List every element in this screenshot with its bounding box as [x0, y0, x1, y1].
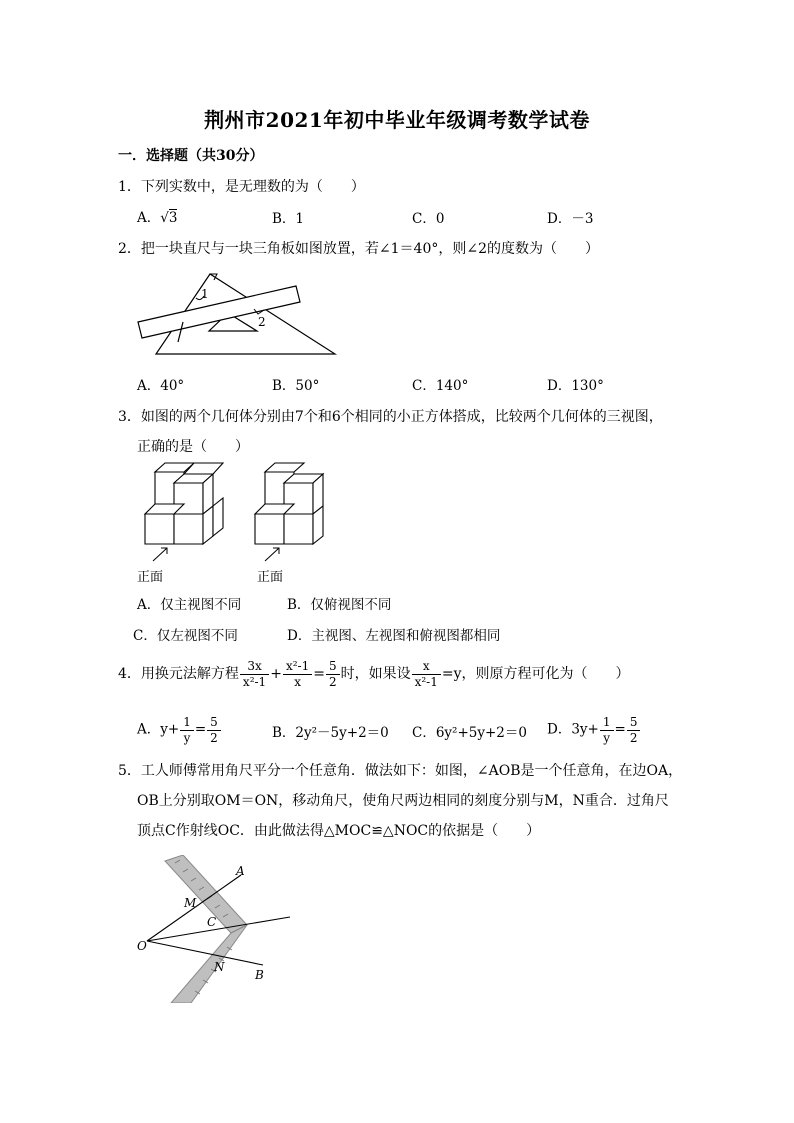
q4-plus: + — [270, 666, 282, 683]
q1-option-c: C．0 — [412, 211, 445, 227]
q1-radicand: 3 — [168, 210, 178, 226]
q4-fraction-1 — [240, 660, 269, 688]
q4-stem — [118, 660, 630, 688]
q1-option-d: D．－3 — [547, 211, 594, 227]
section-heading: 一．选择题（共30分） — [118, 148, 264, 164]
q1-stem: 1．下列实数中，是无理数的为（ ） — [118, 179, 365, 195]
q4-d-frac-1 — [600, 716, 614, 744]
q4-option-b: B．2y²－5y+2＝0 — [272, 725, 389, 741]
q4-a-f2-num: 5 — [207, 716, 221, 731]
q4-option-d — [547, 716, 641, 744]
q1-option-a-label: A． — [137, 210, 161, 226]
sqrt-symbol: √ — [160, 210, 169, 226]
page-title: 荆州市2021年初中毕业年级调考数学试卷 — [204, 108, 590, 132]
q4-a-eq: = — [194, 721, 207, 738]
ruler-triangle-figure — [130, 268, 345, 360]
front-arrow-right — [265, 548, 279, 561]
q4-fraction-3 — [326, 660, 340, 688]
q3-stem-line2: 正确的是（ ） — [137, 439, 249, 455]
q4-f3-den: 2 — [328, 674, 337, 689]
q3-stem-line1: 3．如图的两个几何体分别由7个和6个相同的小正方体搭成，比较两个几何体的三视图， — [118, 409, 663, 425]
q4-mid: 时，如果设 — [340, 666, 411, 683]
q4-a-f1-num: 1 — [180, 716, 194, 731]
q3-option-c: C．仅左视图不同 — [133, 628, 238, 644]
q4-f4-den: x²-1 — [414, 674, 438, 689]
q1-option-a — [137, 206, 177, 226]
q3-option-a: A．仅主视图不同 — [137, 597, 242, 613]
label-C: C — [207, 915, 217, 929]
ruler-lower-arm — [171, 925, 247, 1003]
q4-fraction-4 — [412, 660, 441, 688]
angle-ruler-figure — [135, 855, 295, 1003]
solid-left — [145, 463, 223, 544]
ray-OC — [147, 917, 290, 941]
q2-stem: 2．把一块直尺与一块三角板如图放置，若∠1＝40°，则∠2的度数为（ ） — [118, 241, 599, 257]
q4-f2-num: x²-1 — [283, 660, 312, 675]
q2-option-b: B．50° — [272, 378, 320, 394]
label-N: N — [214, 960, 225, 974]
q4-a-start: A．y+ — [137, 721, 180, 738]
q1-option-b: B．1 — [272, 211, 305, 227]
q4-a-f1-den: y — [183, 730, 191, 745]
q3-option-d: D．主视图、左视图和俯视图都相同 — [287, 628, 501, 644]
label-O: O — [137, 939, 147, 953]
q4-f2-den: x — [294, 674, 301, 689]
q4-f1-den: x²-1 — [242, 674, 267, 689]
q4-eq: = — [313, 666, 325, 683]
ray-OB — [147, 941, 263, 965]
q4-d-f2-num: 5 — [627, 716, 641, 731]
q4-option-c: C．6y²+5y+2＝0 — [412, 725, 527, 741]
q4-end: =y，则原方程可化为（ ） — [441, 666, 630, 683]
q4-d-start: D．3y+ — [547, 721, 599, 738]
q5-line3: 顶点C作射线OC．由此做法得△MOC≌△NOC的依据是（ ） — [137, 823, 541, 839]
cube-solids-figure — [135, 458, 335, 583]
q4-d-frac-2 — [627, 716, 641, 744]
q3-option-b: B．仅俯视图不同 — [287, 597, 392, 613]
angle-label-1: 1 — [201, 287, 209, 301]
q2-option-a: A．40° — [137, 378, 185, 394]
ruler-outline — [138, 286, 300, 338]
q4-a-f2-den: 2 — [210, 730, 218, 745]
q4-d-f2-den: 2 — [629, 730, 638, 745]
ruler-upper-arm — [165, 855, 247, 933]
front-label-left: 正面 — [137, 570, 164, 585]
q4-f4-num: x — [412, 660, 441, 675]
label-A: A — [236, 864, 245, 878]
q2-option-c: C．140° — [412, 378, 469, 394]
q4-a-frac-2 — [207, 716, 221, 744]
front-arrow-left — [153, 548, 167, 561]
front-label-right: 正面 — [257, 570, 284, 585]
angle-label-2: 2 — [258, 315, 266, 329]
solid-right — [255, 463, 323, 544]
q4-f1-num: 3x — [240, 660, 269, 675]
q4-option-a — [137, 716, 222, 744]
q5-line2: OB上分别取OM＝ON，移动角尺，使角尺两边相同的刻度分别与M，N重合．过角尺 — [137, 793, 669, 809]
q4-f3-num: 5 — [326, 660, 340, 675]
q4-stem-start: 4．用换元法解方程 — [118, 666, 239, 683]
q2-option-d: D．130° — [547, 378, 604, 394]
q5-line1: 5．工人师傅常用角尺平分一个任意角．做法如下：如图，∠AOB是一个任意角，在边OA， — [118, 763, 683, 779]
q4-d-f1-den: y — [603, 730, 611, 745]
q4-a-frac-1 — [180, 716, 194, 744]
q4-d-eq: = — [614, 721, 626, 738]
q4-d-f1-num: 1 — [600, 716, 614, 731]
label-M: M — [184, 896, 197, 910]
label-B: B — [255, 968, 264, 982]
q4-fraction-2 — [283, 660, 312, 688]
